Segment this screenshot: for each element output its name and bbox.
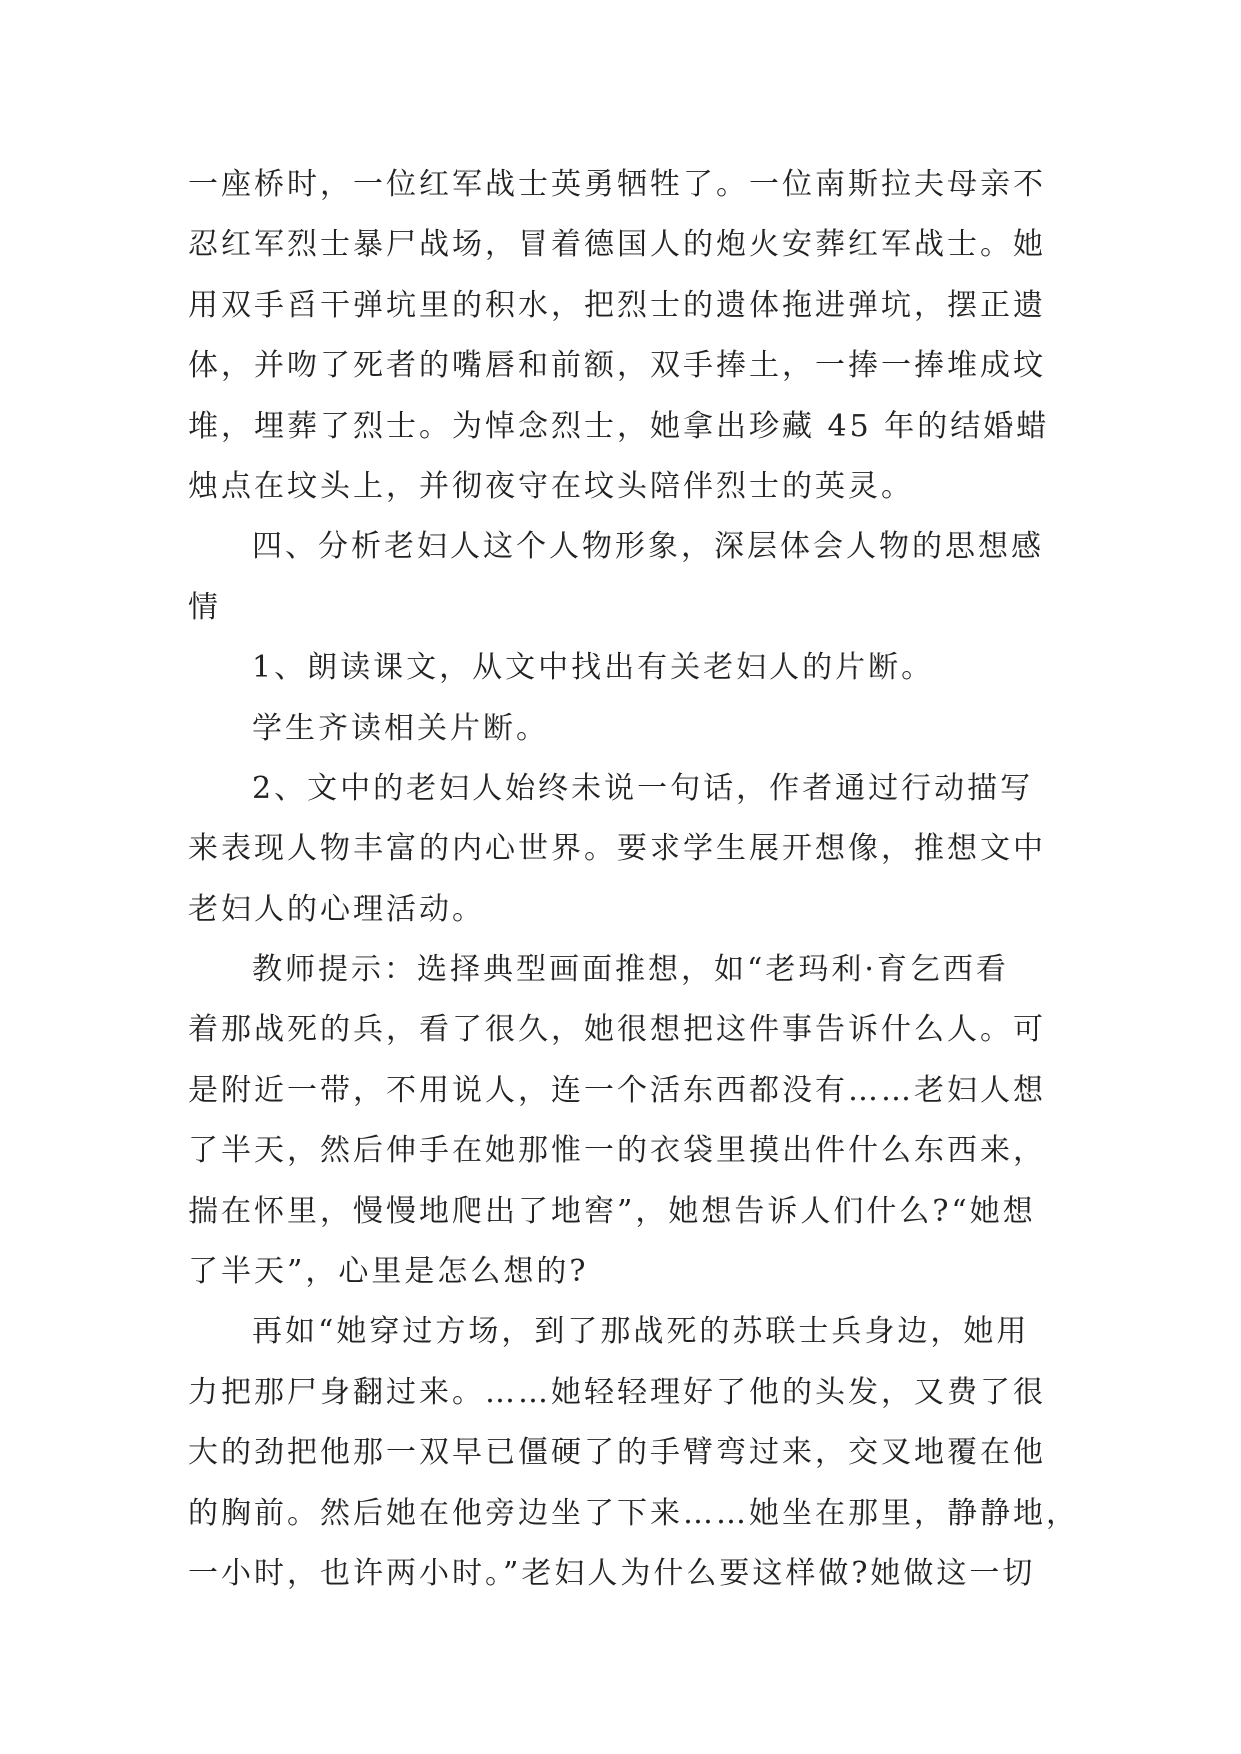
text-line: 一座桥时，一位红军战士英勇牺牲了。一位南斯拉夫母亲不: [188, 167, 1046, 202]
text-line: 揣在怀里，慢慢地爬出了地窖”，她想告诉人们什么?“她想: [188, 1193, 1036, 1229]
text-line: 了半天，然后伸手在她那惟一的衣袋里摸出件什么东西来，: [188, 1133, 1046, 1169]
text-line: 大的劲把他那一双早已僵硬了的手臂弯过来，交叉地覆在他: [188, 1435, 1046, 1471]
text-line: 忍红军烈士暴尸战场，冒着德国人的炮火安葬红军战士。她: [188, 227, 1046, 263]
text-line: 的胸前。然后她在他旁边坐了下来……她坐在那里，静静地，: [188, 1495, 1079, 1531]
text-line: 了半天”，心里是怎么想的?: [188, 1254, 589, 1290]
body-text: [188, 155, 1079, 1604]
text-line: 老妇人的心理活动。: [188, 891, 485, 927]
text-line: 着那战死的兵，看了很久，她很想把这件事告诉什么人。可: [188, 1012, 1046, 1048]
text-line: 堆，埋葬了烈士。为悼念烈士，她拿出珍藏 45 年的结婚蜡: [188, 408, 1050, 444]
text-line: 1、朗读课文，从文中找出有关老妇人的片断。: [252, 650, 935, 686]
text-line: 情: [188, 589, 221, 625]
text-line: 来表现人物丰富的内心世界。要求学生展开想像，推想文中: [188, 831, 1046, 867]
text-line: 烛点在坟头上，并彻夜守在坟头陪伴烈士的英灵。: [188, 468, 914, 504]
text-line: 学生齐读相关片断。: [252, 710, 549, 746]
text-line: 2、文中的老妇人始终未说一句话，作者通过行动描写: [252, 770, 1034, 806]
text-line: 教师提示：选择典型画面推想，如“老玛利·育乞西看: [252, 952, 1009, 988]
text-line: 用双手舀干弹坑里的积水，把烈士的遗体拖进弹坑，摆正遗: [188, 287, 1046, 323]
text-line: 力把那尸身翻过来。……她轻轻理好了他的头发，又费了很: [188, 1374, 1046, 1410]
text-line: 是附近一带，不用说人，连一个活东西都没有……老妇人想: [188, 1072, 1046, 1108]
text-line: 体，并吻了死者的嘴唇和前额，双手捧土，一捧一捧堆成坟: [188, 348, 1046, 384]
text-line: 再如“她穿过方场，到了那战死的苏联士兵身边，她用: [252, 1314, 1030, 1350]
text-line: 四、分析老妇人这个人物形象，深层体会人物的思想感: [252, 529, 1044, 565]
text-line: 一小时，也许两小时。”老妇人为什么要这样做?她做这一切: [188, 1555, 1036, 1591]
